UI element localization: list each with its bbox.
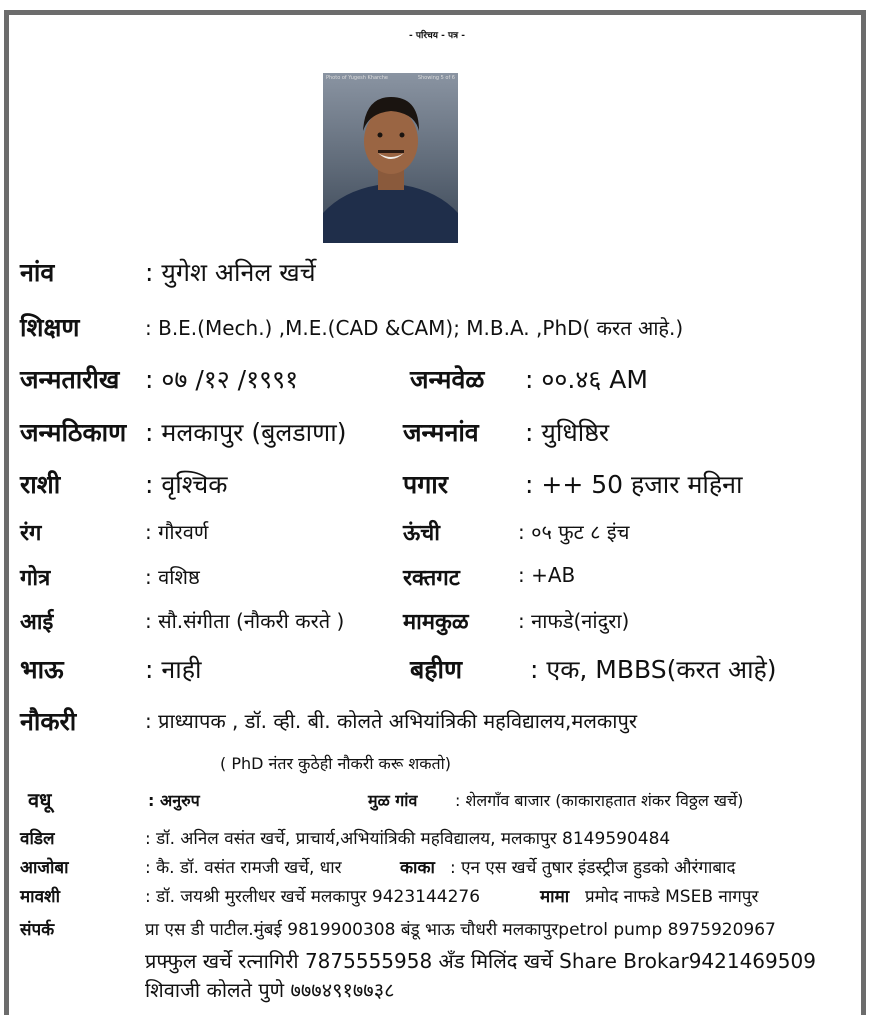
birth-name-value: : युधिष्ठिर [525,418,610,447]
blood-group-label: रक्तगट [403,566,460,591]
brother-label: भाऊ [20,655,64,684]
job-note: ( PhD नंतर कुठेही नौकरी करू शकतो) [220,754,452,773]
height-value: : ०५ फुट ८ इंच [518,520,630,544]
contact-line-2: प्रफ्फुल खर्चे रत्नागिरी 7875555958 अँड मिलिंद खर्चे Share Brokar9421469509 [145,949,816,973]
sister-label: बहीण [410,655,463,684]
profile-photo [323,73,458,243]
aunt-label: मावशी [20,887,60,907]
brother-value: : नाही [145,655,202,684]
dob-label: जन्मतारीख [20,365,120,394]
person-portrait-icon [323,73,458,243]
job-value: : प्राध्यापक , डॉ. व्ही. बी. कोलते अभियांत्रिकी महविद्यालय,मलकापुर [145,709,638,733]
uncle-label: काका [400,858,435,878]
dob-value: : ०७ /१२ /१९९१ [145,365,299,394]
salary-label: पगार [403,470,448,499]
birth-name-label: जन्मनांव [403,418,479,447]
aunt-value: : डॉ. जयश्री मुरलीधर खर्चे मलकापुर 9423144276 [145,887,481,907]
birth-time-value: : ००.४६ AM [525,365,648,394]
education-label: शिक्षण [20,313,80,342]
name-value: : युगेश अनिल खर्चे [145,258,316,287]
contact-label: संपर्क [20,920,55,940]
contact-line-3: शिवाजी कोलते पुणे ७७७४९१७७३८ [145,978,395,1002]
gotra-value: : वशिष्ठ [145,565,200,589]
name-label: नांव [20,258,55,287]
bride-label: वधू [28,788,52,812]
blood-group-value: : +AB [518,563,576,587]
mother-label: आई [20,610,54,635]
bride-value: : अनुरुप [148,791,200,810]
birthplace-value: : मलकापुर (बुलडाणा) [145,418,347,447]
rashi-label: राशी [20,470,61,499]
job-label: नौकरी [20,707,77,736]
height-label: ऊंची [403,521,440,546]
uncle-value: : एन एस खर्चे तुषार इंडस्ट्रीज हुडको औरंगाबाद [450,858,736,878]
education-value: : B.E.(Mech.) ,M.E.(CAD &CAM); M.B.A. ,PhD( करत आहे.) [145,316,684,340]
father-value: : डॉ. अनिल वसंत खर्चे, प्राचार्य,अभियांत्रिकी महविद्यालय, मलकापुर 8149590484 [145,829,671,849]
grandfather-value: : कै. डॉ. वसंत रामजी खर्चे, धार [145,858,342,878]
mother-value: : सौ.संगीता (नौकरी करते ) [145,609,345,633]
native-value: : शेलगाँव बाजार (काकाराहतात शंकर विठ्ठल खर्चे) [455,791,744,810]
page-title: - परिचय - पत्र - [409,31,465,41]
contact-line-1: प्रा एस डी पाटील.मुंबई 9819900308 बंडू भाऊ चौधरी मलकापुरpetrol pump 8975920967 [145,920,776,940]
photo-caption-right: Showing 5 of 6 [417,75,455,81]
gotra-label: गोत्र [20,566,51,591]
sister-value: : एक, MBBS(करत आहे) [530,655,777,684]
birthplace-label: जन्मठिकाण [20,418,127,447]
salary-value: : ++ 50 हजार महिना [525,470,743,499]
grandfather-label: आजोबा [20,858,69,878]
mamkul-value: : नाफडे(नांदुरा) [518,609,630,633]
photo-caption-left: Photo of Yugesh Kharche [326,75,388,81]
complexion-value: : गौरवर्ण [145,520,209,544]
rashi-value: : वृश्चिक [145,470,228,499]
maternal-uncle-value: प्रमोद नाफडे MSEB नागपुर [585,887,759,907]
birth-time-label: जन्मवेळ [410,365,485,394]
complexion-label: रंग [20,521,42,546]
native-label: मुळ गांव [368,791,418,810]
father-label: वडिल [20,829,55,849]
mamkul-label: मामकुळ [403,610,469,635]
maternal-uncle-label: मामा [540,887,570,907]
